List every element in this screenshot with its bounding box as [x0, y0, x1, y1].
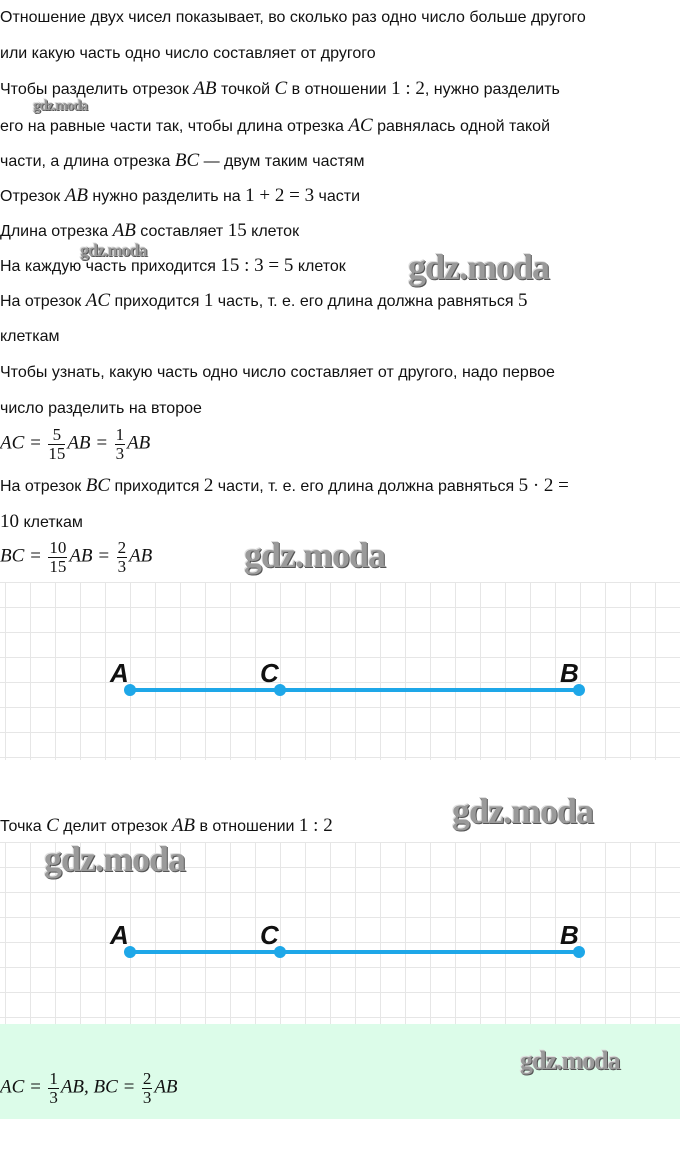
formula-tail: AB [129, 545, 153, 567]
fraction-numerator: 2 [142, 1070, 152, 1088]
math-fragment: 1 + 2 = 3 [245, 185, 315, 206]
math-fragment: AB [193, 78, 217, 99]
watermark: gdz.moda [452, 791, 594, 831]
text-fragment: его на равные части так, чтобы длина отрезка [0, 118, 349, 135]
math-fragment: 1 [203, 290, 214, 311]
text-line [0, 476, 569, 497]
text-line: или какую часть одно число составляет от другого [0, 45, 376, 62]
formula-mid: AB, BC = [60, 1076, 136, 1098]
label-a: A [110, 658, 129, 688]
text-fragment: Чтобы разделить отрезок [0, 81, 194, 98]
text-line [0, 186, 360, 207]
text-fragment: Длина отрезка [0, 223, 113, 240]
math-fragment: BC [85, 475, 110, 496]
text-fragment: в отношении [287, 81, 392, 98]
fraction-denominator: 15 [49, 557, 67, 576]
text-line [0, 256, 346, 277]
formula-lhs: BC = [0, 545, 42, 567]
fraction [48, 426, 65, 463]
math-fragment: 10 [0, 511, 19, 532]
fraction-denominator: 3 [115, 444, 125, 463]
math-fragment: AB [171, 815, 196, 836]
segment-diagram [0, 582, 680, 760]
text-fragment: составляет [135, 223, 228, 240]
text-line [0, 116, 550, 137]
fraction-denominator: 3 [142, 1088, 152, 1107]
math-fragment: 1 : 2 [298, 815, 333, 836]
formula-lhs: AC = [0, 1076, 42, 1098]
label-c: C [260, 658, 279, 688]
math-fragment: 2 [203, 475, 214, 496]
text-fragment: части, а длина отрезка [0, 153, 175, 170]
text-fragment: нужно разделить на [87, 188, 246, 205]
math-fragment: AC [85, 290, 110, 311]
formula-ac [0, 426, 150, 466]
fraction-numerator: 2 [117, 539, 127, 557]
text-fragment: делит отрезок [58, 818, 172, 835]
text-fragment: в отношении [195, 818, 299, 835]
fraction-denominator: 3 [117, 557, 127, 576]
watermark: gdz.moda [244, 535, 386, 575]
fraction-numerator: 10 [49, 539, 67, 557]
text-fragment: клеток [246, 223, 300, 240]
watermark: gdz.moda [408, 247, 550, 287]
text-line [0, 221, 299, 242]
text-line: число разделить на второе [0, 400, 202, 417]
text-fragment: На каждую часть приходится [0, 258, 221, 275]
label-a: A [110, 920, 129, 950]
fraction [142, 1070, 153, 1107]
text-fragment: точкой [216, 81, 275, 98]
text-line [0, 291, 528, 312]
text-line [0, 816, 333, 837]
math-fragment: 15 [227, 220, 247, 241]
text-fragment: части, т. е. его длина должна равняться [213, 478, 519, 495]
fraction [48, 1070, 59, 1107]
text-line [0, 512, 83, 533]
text-line [0, 151, 364, 172]
text-fragment: — двум таким частям [199, 153, 365, 170]
formula-mid: AB = [67, 432, 109, 454]
text-line: клеткам [0, 328, 60, 345]
text-fragment: равнялась одной такой [372, 118, 551, 135]
fraction-numerator: 5 [48, 426, 65, 445]
text-line: Отношение двух чисел показывает, во сколько раз одно число больше другого [0, 9, 586, 26]
formula-tail: AB [154, 1076, 178, 1098]
fraction [48, 539, 67, 576]
formula-mid: AB = [69, 545, 111, 567]
label-b: B [560, 658, 579, 688]
watermark: gdz.moda [33, 98, 88, 114]
grid-diagram-1 [0, 582, 680, 760]
math-fragment: AB [112, 220, 136, 241]
math-fragment: BC [174, 150, 200, 171]
formula-bc [0, 539, 152, 579]
label-c: C [260, 920, 279, 950]
text-fragment: На отрезок [0, 478, 86, 495]
text-fragment: Отрезок [0, 188, 65, 205]
formula-answer [0, 1070, 178, 1110]
text-fragment: клеткам [19, 514, 83, 531]
math-fragment: C [274, 78, 288, 99]
math-fragment: 5 · 2 = [518, 475, 569, 496]
fraction-numerator: 1 [115, 426, 125, 444]
watermark: gdz.moda [80, 240, 147, 260]
text-fragment: На отрезок [0, 293, 86, 310]
text-fragment: , нужно разделить [424, 81, 560, 98]
fraction-denominator: 15 [48, 444, 66, 463]
math-fragment: 5 [518, 290, 528, 311]
fraction [117, 539, 128, 576]
fraction [115, 426, 126, 463]
math-fragment: C [46, 815, 59, 836]
watermark: gdz.moda [520, 1046, 620, 1075]
watermark: gdz.moda [44, 839, 186, 879]
text-line: Чтобы узнать, какую часть одно число составляет от другого, надо первое [0, 364, 555, 381]
fraction-numerator: 1 [49, 1070, 58, 1088]
text-fragment: Точка [0, 818, 47, 835]
math-fragment: AC [348, 115, 373, 136]
math-fragment: 1 : 2 [391, 78, 425, 99]
math-fragment: 15 : 3 = 5 [220, 255, 294, 276]
label-b: B [560, 920, 579, 950]
text-line [0, 79, 560, 100]
text-fragment: приходится [110, 293, 204, 310]
math-fragment: AB [64, 185, 88, 206]
formula-tail: AB [127, 432, 151, 454]
text-fragment: приходится [110, 478, 204, 495]
formula-lhs: AC = [0, 432, 42, 454]
text-fragment: части [314, 188, 361, 205]
fraction-denominator: 3 [49, 1088, 58, 1107]
text-fragment: часть, т. е. его длина должна равняться [213, 293, 518, 310]
text-fragment: клеток [293, 258, 346, 275]
